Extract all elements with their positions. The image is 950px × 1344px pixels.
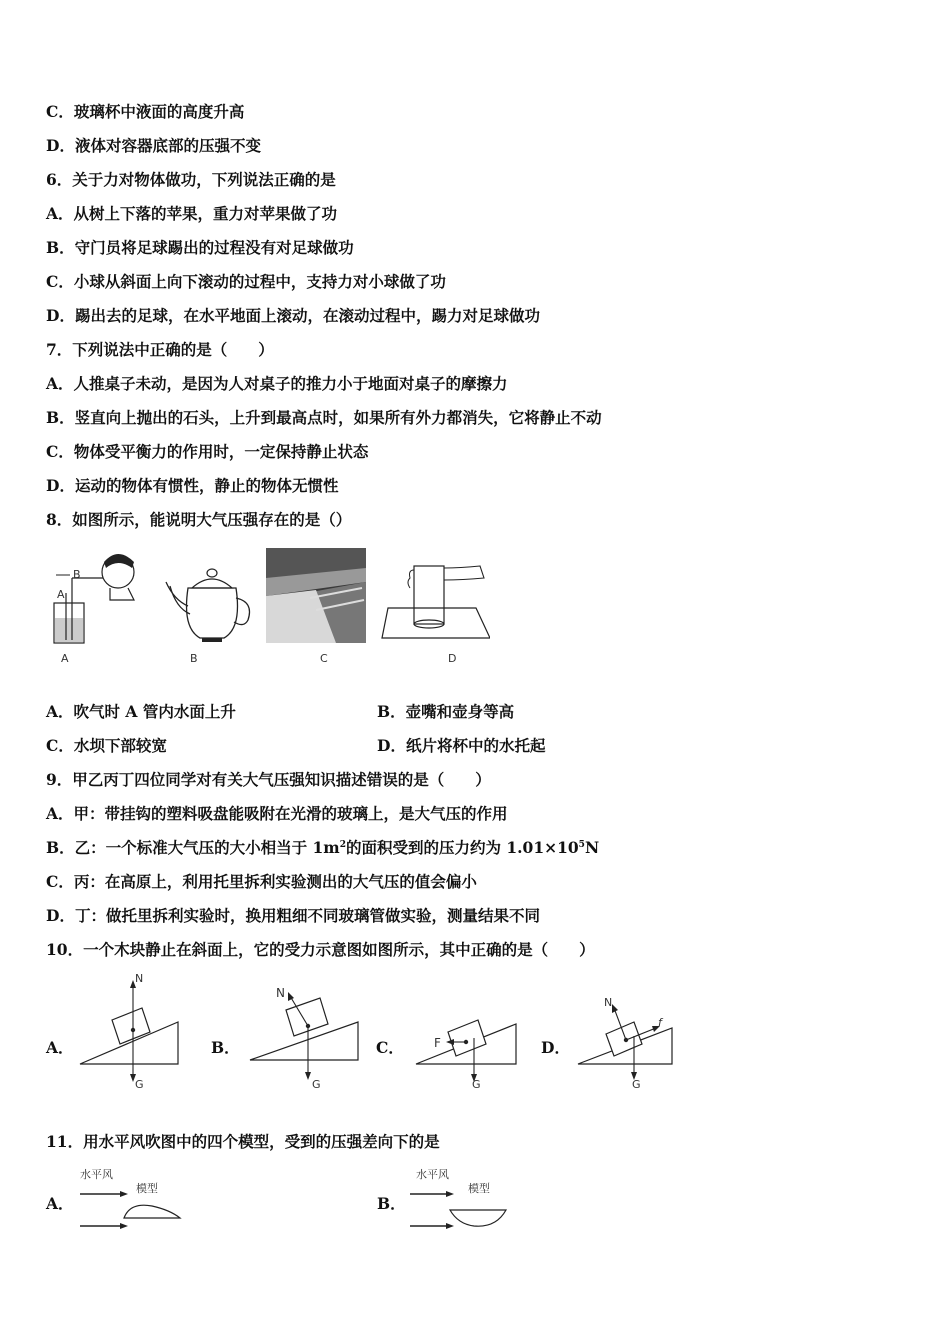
q10-c-f: F [434, 1036, 441, 1050]
q9-option-b: B．乙：一个标准大气压的大小相当于 $1m^2$的面积受到的压力约为 $1.01\times 10^5N$ [46, 838, 600, 857]
q9-option-c: C．丙：在高原上，利用托里拆利实验测出的大气压的值会偏小 [46, 872, 477, 891]
q6-option-c: C．小球从斜面上向下滚动的过程中，支持力对小球做了功 [46, 272, 446, 291]
q8-figure-c-label: C [320, 652, 328, 665]
q5-option-d: D．液体对容器底部的压强不变 [46, 136, 261, 155]
q8-figure-c [266, 548, 366, 668]
q8-figure-a-tube-b-label: B [73, 568, 81, 581]
q10-d-f: f [658, 1016, 662, 1029]
q8-figure-a [46, 548, 146, 668]
q10-figure-d [576, 972, 676, 1092]
q10-label-b: B． [211, 1038, 240, 1057]
q9-option-a: A．甲：带挂钩的塑料吸盘能吸附在光滑的玻璃上，是大气压的作用 [46, 804, 508, 823]
q6-stem: 6．关于力对物体做功，下列说法正确的是 [46, 170, 336, 189]
q10-figure-a [78, 972, 182, 1092]
q10-label-a: A． [46, 1038, 74, 1057]
q10-b-n: N [276, 986, 285, 1000]
q8-option-d: D．纸片将杯中的水托起 [377, 736, 546, 755]
q8-figure-d [380, 548, 490, 668]
q7-stem: 7．下列说法中正确的是（ ） [46, 340, 274, 359]
q8-figure-a-label: A [61, 652, 69, 665]
q10-stem: 10．一个木块静止在斜面上，它的受力示意图如图所示，其中正确的是（ ） [46, 940, 595, 959]
q8-option-a: A．吹气时 A 管内水面上升 [46, 702, 236, 721]
q11-figure-b [408, 1164, 518, 1234]
q11-figure-a [78, 1164, 188, 1234]
q11-b-wind: 水平风 [416, 1168, 449, 1181]
q8-option-b: B．壶嘴和壶身等高 [377, 702, 515, 721]
q10-a-g: G [135, 1078, 144, 1091]
q11-a-wind: 水平风 [80, 1168, 113, 1181]
q8-figure-b-label: B [190, 652, 198, 665]
q8-stem: 8．如图所示，能说明大气压强存在的是（） [46, 510, 352, 529]
q8-figure-b [160, 548, 260, 668]
q10-d-g: G [632, 1078, 641, 1091]
q10-d-n: N [604, 996, 613, 1009]
q11-a-model: 模型 [136, 1182, 158, 1195]
q6-option-d: D．踢出去的足球，在水平地面上滚动，在滚动过程中，踢力对足球做功 [46, 306, 540, 325]
q6-option-a: A．从树上下落的苹果，重力对苹果做了功 [46, 204, 338, 223]
q10-a-n: N [135, 972, 144, 985]
q11-b-model: 模型 [468, 1182, 490, 1195]
q8-figure-d-label: D [448, 652, 457, 665]
q6-option-b: B．守门员将足球踢出的过程没有对足球做功 [46, 238, 354, 257]
q10-figure-b [248, 972, 362, 1092]
q7-option-c: C．物体受平衡力的作用时，一定保持静止状态 [46, 442, 369, 461]
q7-option-b: B．竖直向上抛出的石头，上升到最高点时，如果所有外力都消失，它将静止不动 [46, 408, 602, 427]
q9-option-d: D．丁：做托里拆利实验时，换用粗细不同玻璃管做实验，测量结果不同 [46, 906, 540, 925]
q10-figure-c [414, 972, 520, 1092]
q11-label-b: B． [377, 1194, 406, 1213]
q10-label-d: D． [541, 1038, 570, 1057]
q10-b-g: G [312, 1078, 321, 1091]
q5-option-c: C．玻璃杯中液面的高度升高 [46, 102, 245, 121]
q10-c-g: G [472, 1078, 481, 1091]
q7-option-d: D．运动的物体有惯性，静止的物体无惯性 [46, 476, 339, 495]
q10-label-c: C． [376, 1038, 404, 1057]
q11-label-a: A． [46, 1194, 74, 1213]
q8-figure-a-tube-a-label: A [57, 588, 65, 601]
q8-option-c: C．水坝下部较宽 [46, 736, 167, 755]
q11-stem: 11．用水平风吹图中的四个模型，受到的压强差向下的是 [46, 1132, 440, 1151]
q7-option-a: A．人推桌子未动，是因为人对桌子的推力小于地面对桌子的摩擦力 [46, 374, 508, 393]
q9-stem: 9．甲乙丙丁四位同学对有关大气压强知识描述错误的是（ ） [46, 770, 491, 789]
